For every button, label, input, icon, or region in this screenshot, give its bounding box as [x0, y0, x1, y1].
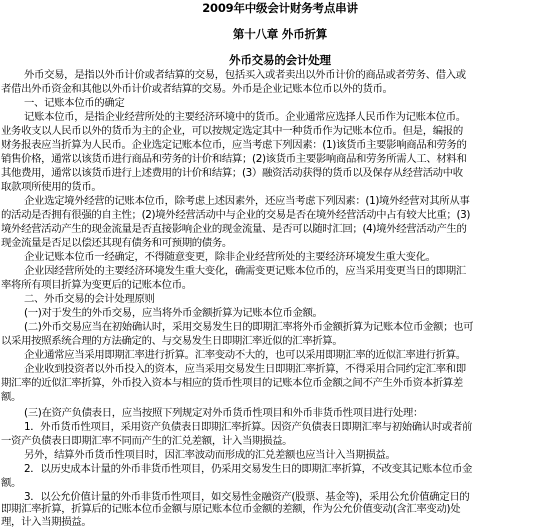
- body-line: 1．外币货币性项目，采用资产负债表日即期汇率折算。因资产负债表日即期汇率与初始确认时或者前: [24, 421, 473, 433]
- body-line: 记账本位币，是指企业经营所处的主要经济环境中的货币。企业通常应选择人民币作为记账本位币。: [24, 111, 466, 123]
- body-line: 业务收支以人民币以外的货币为主的企业，可以按规定选定其中一种货币作为记账本位币。但是，编报的: [1, 125, 463, 137]
- body-line: 另外，结算外币货币性项目时，因汇率波动而形成的汇兑差额也应当计入当期损益。: [24, 449, 396, 461]
- body-line: 企业选定境外经营的记账本位币，除考虑上述因素外，还应当考虑下列因素：(1)境外经营对其所从事: [24, 195, 470, 207]
- body-line: 3．以公允价值计量的外币非货币性项目，如交易性金融资产(股票、基金等)，采用公允价值确定日的: [24, 491, 470, 503]
- body-line: 期汇率的近似汇率折算，外币投入资本与相应的货币性项目的记账本位币金额之间不产生外币资本折算差: [1, 377, 463, 389]
- body-line: 额。: [1, 477, 22, 489]
- body-line: 企业收到投资者以外币投入的资本，应当采用交易发生日即期汇率折算，不得采用合同约定汇率和即: [24, 363, 466, 375]
- body-line: 一、记账本位币的确定: [24, 97, 125, 109]
- section-heading: 外币交易的会计处理: [229, 53, 331, 67]
- body-line: 其他费用，通常以该货币进行上述费用的计价和结算；(3）融资活动获得的货币以及保存从经营活动中收: [1, 167, 463, 179]
- body-line: 现金流量是否足以偿还其现有债务和可预期的债务。: [1, 237, 232, 249]
- body-line: 财务报表应当折算为人民币。企业选定记账本位币，应当考虑下列因素：(1)该货币主要影响商品和劳务的: [1, 139, 467, 151]
- body-line: (一)对于发生的外币交易，应当将外币金额折算为记账本位币金额。: [24, 307, 323, 319]
- body-line: 销售价格，通常以该货币进行商品和劳务的计价和结算；(2)该货币主要影响商品和劳务所需人工、材料和: [1, 153, 467, 165]
- body-line: 率将所有项目折算为变更后的记账本位币。: [1, 279, 192, 291]
- body-line: (二)外币交易应当在初始确认时，采用交易发生日的即期汇率将外币金额折算为记账本位币金额；也可: [24, 321, 474, 333]
- body-line: 理，计入当期损益。: [1, 516, 92, 528]
- body-line: 企业通常应当采用即期汇率进行折算。汇率变动不大的，也可以采用即期汇率的近似汇率进行折算。: [24, 349, 466, 361]
- body-line: 即期汇率折算，折算后的记账本位币金额与原记账本位币金额的差额，作为公允价值变动(含汇率变动)处: [1, 503, 461, 515]
- body-line: 企业因经营所处的主要经济环境发生重大变化，确需变更记账本位币的，应当采用变更当日的即期汇: [24, 265, 466, 277]
- body-line: 以采用按照系统合理的方法确定的、与交易发生日即期汇率近似的汇率折算。: [1, 335, 343, 347]
- body-line: 企业记账本位币一经确定，不得随意变更，除非企业经营所处的主要经济环境发生重大变化。: [24, 251, 436, 263]
- body-line: (三)在资产负债表日，应当按照下列规定对外币货币性项目和外币非货币性项目进行处理：: [24, 407, 423, 419]
- body-line: 外币交易，是指以外币计价或者结算的交易，包括买入或者卖出以外币计价的商品或者劳务、借入或: [24, 69, 466, 81]
- body-line: 境外经营活动产生的现金流量是否直接影响企业的现金流量、是否可以随时汇回；(4)境外经营活动产生的: [1, 223, 467, 235]
- body-line: 二、外币交易的会计处理原则: [24, 293, 155, 305]
- body-line: 一资产负债表日即期汇率不同而产生的汇兑差额，计入当期损益。: [1, 435, 293, 447]
- body-line: 的活动是否拥有很强的自主性；(2)境外经营活动中与企业的交易是否在境外经营活动中占有较大比重；(3): [1, 209, 471, 221]
- body-line: 额。: [1, 391, 22, 403]
- body-line: 取款项所使用的货币。: [1, 181, 102, 193]
- body-line: 者借出外币资金和其他以外币计价或者结算的交易。外币是企业记账本位币以外的货币。: [1, 83, 393, 95]
- document-title: 2009年中级会计财务考点串讲: [202, 1, 358, 15]
- chapter-heading: 第十八章 外币折算: [232, 27, 328, 41]
- body-line: 2．以历史成本计量的外币非货币性项目，仍采用交易发生日的即期汇率折算，不改变其记账本位币金: [24, 463, 473, 475]
